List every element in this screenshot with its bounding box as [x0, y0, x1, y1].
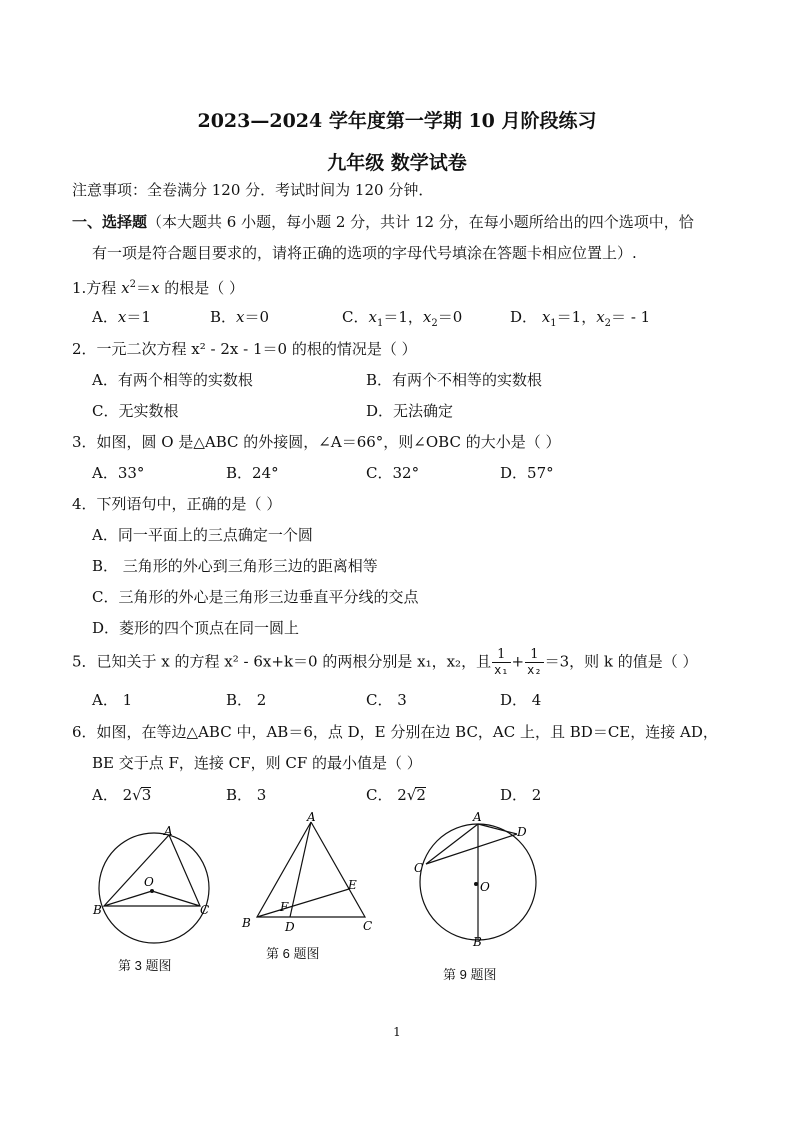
fig3-label-a: A	[164, 824, 173, 838]
fig9-label-d: D	[517, 825, 527, 839]
section1-heading: 一、选择题	[72, 213, 148, 231]
fig3-label-o: O	[144, 875, 154, 889]
fig3-center-dot	[150, 889, 154, 893]
fig6-segment-ad	[290, 822, 311, 917]
fig3-caption: 第 3 题图	[118, 958, 172, 973]
fig3-label-b: B	[93, 903, 102, 917]
q6-option-d: D． 2	[500, 786, 542, 804]
q2-stem: 2．一元二次方程 x² - 2x - 1＝0 的根的情况是（ ）	[72, 340, 417, 358]
exam-subtitle: 九年级 数学试卷	[327, 152, 467, 174]
fig6-label-a: A	[307, 810, 316, 824]
q6-stem-line1: 6．如图，在等边△ABC 中，AB＝6，点 D，E 分别在边 BC，AC 上，且 BD＝CE，连接 AD，	[72, 723, 718, 741]
q1-option-d: D． $x_1=1$，$x_2= - 1$	[510, 308, 651, 329]
fig6-label-d: D	[285, 920, 295, 934]
fig6-label-e: E	[348, 878, 357, 892]
q3-option-b: B．24°	[226, 464, 279, 482]
q5-fraction-1: $\frac{1}{\text{x₁}}$	[494, 647, 509, 677]
q5-option-d: D． 4	[500, 691, 542, 709]
q1-option-a: A．x＝1	[92, 308, 151, 326]
q6-option-b: B． 3	[226, 786, 267, 804]
fig9-label-o: O	[480, 880, 490, 894]
q3-option-a: A．33°	[92, 464, 145, 482]
q2-option-d: D．无法确定	[366, 402, 454, 420]
q4-option-d: D．菱形的四个顶点在同一圆上	[92, 619, 300, 637]
q4-option-b: B． 三角形的外心到三角形三边的距离相等	[92, 557, 378, 575]
q4-stem: 4．下列语句中，正确的是（ ）	[72, 495, 282, 513]
fig9-center-dot	[474, 882, 478, 886]
q5-option-a: A． 1	[92, 691, 133, 709]
fig9-label-c: C	[414, 861, 424, 875]
q3-option-d: D．57°	[500, 464, 554, 482]
fig9-label-a: A	[473, 810, 482, 824]
section1-desc-line1: 一、选择题（本大题共 6 小题，每小题 2 分，共计 12 分，在每小题所给出的四个选项中，恰	[72, 213, 694, 231]
q1-option-c: C．$x_1=1$，$x_2=0$	[342, 308, 463, 329]
q4-option-a: A．同一平面上的三点确定一个圆	[92, 526, 313, 544]
fig9-chord-ad	[478, 824, 517, 834]
fig3-label-c: C	[200, 903, 210, 917]
q2-option-c: C．无实数根	[92, 402, 179, 420]
q6-stem-line2: BE 交于点 F，连接 CF，则 CF 的最小值是（ ）	[92, 754, 422, 772]
exam-title: 2023—2024 学年度第一学期 10 月阶段练习	[197, 110, 597, 132]
section1-desc-line2: 有一项是符合题目要求的，请将正确的选项的字母代号填涂在答题卡相应位置上）.	[92, 244, 637, 262]
q3-option-c: C．32°	[366, 464, 420, 482]
notice: 注意事项：全卷满分 120 分．考试时间为 120 分钟．	[72, 181, 434, 199]
q4-option-c: C．三角形的外心是三角形三边垂直平分线的交点	[92, 588, 419, 606]
figure-3	[90, 822, 230, 942]
q5-stem: 5．已知关于 x 的方程 x² - 6x+k＝0 的两根分别是 x₁，x₂，且 $\frac{1}{\text{x₁}}$ + $\frac{1}{\text{x₂}}$ ＝3，则 k 的值是（ ）	[72, 647, 698, 677]
q6-option-a: A． 2√3	[92, 786, 152, 804]
q2-option-a: A．有两个相等的实数根	[92, 371, 253, 389]
figure-6	[238, 810, 388, 940]
fig3-segment-oc	[152, 891, 200, 906]
q5-option-b: B． 2	[226, 691, 267, 709]
fig9-caption: 第 9 题图	[443, 967, 497, 982]
q5-option-c: C． 3	[366, 691, 407, 709]
q1-option-b: B．x＝0	[210, 308, 270, 326]
q3-stem: 3．如图，圆 O 是△ABC 的外接圆，∠A＝66°，则∠OBC 的大小是（ ）	[72, 433, 561, 451]
fig6-label-c: C	[363, 919, 373, 933]
fig6-label-b: B	[242, 916, 251, 930]
q6-option-c: C． 2√2	[366, 786, 426, 804]
fig6-triangle	[257, 822, 365, 917]
page-number: 1	[393, 1025, 401, 1039]
q2-option-b: B．有两个不相等的实数根	[366, 371, 543, 389]
fig6-label-f: F	[280, 900, 289, 914]
figure-9	[410, 808, 550, 953]
fig6-caption: 第 6 题图	[266, 946, 320, 961]
q1-stem: 1.方程 $x^2=x$ 的根是（ ）	[72, 279, 244, 297]
q5-fraction-2: $\frac{1}{\text{x₂}}$	[527, 647, 542, 677]
fig9-label-b: B	[473, 935, 482, 949]
